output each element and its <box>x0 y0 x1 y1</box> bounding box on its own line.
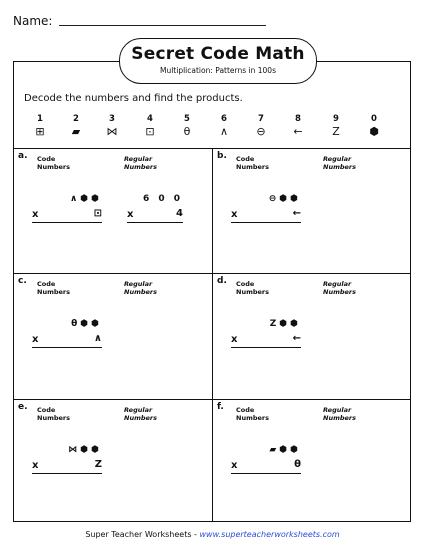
regular-numbers-header: Regular Numbers <box>323 155 356 171</box>
trapezoid-icon: ▰ <box>71 125 81 138</box>
answer-line <box>127 222 183 223</box>
answer-line <box>231 473 301 474</box>
footer-link[interactable]: www.superteacherworksheets.com <box>199 530 340 539</box>
z-glyph-icon: Z <box>332 125 340 138</box>
code-numbers-header: Code Numbers <box>236 406 269 422</box>
caret-up-icon: ∧ <box>219 125 229 138</box>
problem-letter: c. <box>18 276 27 286</box>
circled-minus-icon: ⊖ <box>256 125 266 138</box>
key-number: 9 <box>333 114 339 124</box>
regular-numbers-header: Regular Numbers <box>124 155 157 171</box>
grid-divider <box>212 148 213 522</box>
problem-letter: d. <box>217 276 227 286</box>
instructions: Decode the numbers and find the products. <box>24 93 243 104</box>
regular-numbers-header: Regular Numbers <box>323 406 356 422</box>
hexagon-icon: ⬢ <box>369 125 379 138</box>
key-number: 6 <box>221 114 227 124</box>
code-multiplier: ⊡ <box>93 208 102 219</box>
code-multiplier: θ <box>294 459 301 470</box>
multiply-sign: x <box>231 209 238 220</box>
key-number: 2 <box>73 114 79 124</box>
code-top-number: Z⬢⬢ <box>269 319 301 329</box>
name-line <box>59 25 266 26</box>
code-top-number: ∧⬢⬢ <box>69 194 102 204</box>
code-numbers-header: Code Numbers <box>37 155 70 171</box>
footer-text: Super Teacher Worksheets - <box>85 530 200 539</box>
code-multiplier: ← <box>292 333 301 344</box>
problem-letter: b. <box>217 151 227 161</box>
key-number: 5 <box>184 114 190 124</box>
footer <box>0 530 425 539</box>
name-label: Name: <box>13 14 53 28</box>
key-number: 0 <box>371 114 377 124</box>
multiply-sign: x <box>32 334 39 345</box>
key-number: 8 <box>295 114 301 124</box>
code-multiplier: ← <box>292 208 301 219</box>
regular-numbers-header: Regular Numbers <box>124 406 157 422</box>
bowtie-icon: ⋈ <box>106 125 118 138</box>
multiply-sign: x <box>231 460 238 471</box>
page-title: Secret Code Math <box>131 44 305 64</box>
problem-letter: a. <box>18 151 28 161</box>
answer-line <box>231 222 301 223</box>
key-number: 4 <box>147 114 153 124</box>
code-top-number: ⋈⬢⬢ <box>68 445 102 455</box>
regular-multiplier: 4 <box>176 208 183 219</box>
regular-numbers-header: Regular Numbers <box>124 280 157 296</box>
left-arrow-icon: ← <box>293 125 303 138</box>
theta-icon: θ <box>183 125 191 138</box>
squared-dot-icon: ⊡ <box>145 125 155 138</box>
problem-letter: f. <box>217 402 224 412</box>
code-multiplier: ∧ <box>93 333 102 344</box>
page-subtitle: Multiplication: Patterns in 100s <box>160 66 276 75</box>
title-box <box>119 38 317 84</box>
answer-line <box>32 347 102 348</box>
code-numbers-header: Code Numbers <box>37 280 70 296</box>
code-numbers-header: Code Numbers <box>236 155 269 171</box>
code-top-number: θ⬢⬢ <box>71 319 102 329</box>
regular-numbers-header: Regular Numbers <box>323 280 356 296</box>
multiply-sign: x <box>231 334 238 345</box>
multiply-sign: x <box>32 209 39 220</box>
code-top-number: ▰⬢⬢ <box>269 445 301 455</box>
multiply-sign: x <box>127 209 134 220</box>
code-top-number: ⊖⬢⬢ <box>268 194 301 204</box>
code-numbers-header: Code Numbers <box>236 280 269 296</box>
key-number: 1 <box>37 114 43 124</box>
problem-letter: e. <box>18 402 28 412</box>
answer-line <box>32 222 102 223</box>
answer-line <box>32 473 102 474</box>
code-numbers-header: Code Numbers <box>37 406 70 422</box>
answer-line <box>231 347 301 348</box>
code-multiplier: Z <box>94 459 102 470</box>
squared-plus-icon: ⊞ <box>35 125 45 138</box>
multiply-sign: x <box>32 460 39 471</box>
key-number: 3 <box>109 114 115 124</box>
key-number: 7 <box>258 114 264 124</box>
regular-top-number: 6 0 0 <box>142 194 183 204</box>
